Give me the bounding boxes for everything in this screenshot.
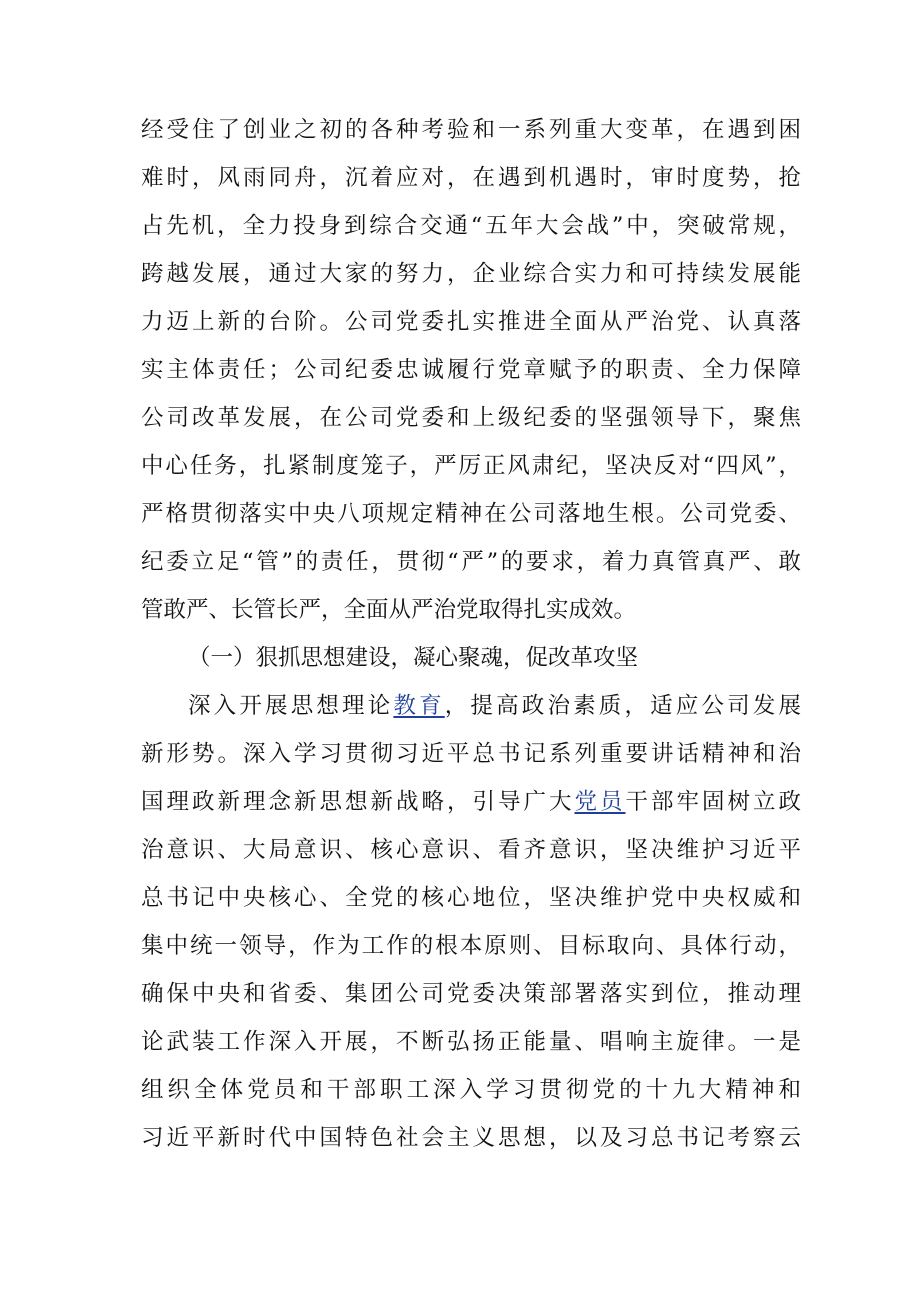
body-text-line: 习近平新时代中国特色社会主义思想，以及习总书记考察云 (141, 1125, 801, 1151)
body-text-line: 经受住了创业之初的各种考验和一系列重大变革，在遇到困 (141, 117, 801, 143)
body-text-line: 管敢严、长管长严，全面从严治党取得扎实成效。 (141, 597, 637, 623)
link-party-member[interactable]: 党员 (574, 789, 626, 815)
body-text-line: 集中统一领导，作为工作的根本原则、目标取向、具体行动， (141, 933, 801, 959)
body-text-line: 组织全体党员和干部职工深入学习贯彻党的十九大精神和 (141, 1077, 801, 1103)
body-text-line: 论武装工作深入开展，不断弘扬正能量、唱响主旋律。一是 (141, 1029, 801, 1055)
body-text-line (141, 782, 801, 822)
body-text-line: 严格贯彻落实中央八项规定精神在公司落地生根。公司党委、 (141, 501, 801, 527)
text-span: 深入开展思想理论 (188, 693, 394, 719)
body-text-line: 实主体责任；公司纪委忠诚履行党章赋予的职责、全力保障 (141, 357, 801, 383)
body-text-line: 总书记中央核心、全党的核心地位，坚决维护党中央权威和 (141, 885, 801, 911)
body-text-line: 跨越发展，通过大家的努力，企业综合实力和可持续发展能 (141, 261, 801, 287)
body-text-line: 中心任务，扎紧制度笼子，严厉正风肃纪，坚决反对“四风”， (141, 453, 801, 479)
body-text-line: 难时，风雨同舟，沉着应对，在遇到机遇时，审时度势，抢 (141, 165, 801, 191)
link-education[interactable]: 教育 (393, 693, 445, 719)
text-span: 干部牢固树立政 (625, 789, 801, 815)
body-text-line: 占先机，全力投身到综合交通“五年大会战”中，突破常规， (141, 213, 801, 239)
body-text-line: 确保中央和省委、集团公司党委决策部署落实到位，推动理 (141, 981, 801, 1007)
text-span: 国理政新理念新思想新战略，引导广大 (141, 789, 575, 815)
section-heading: （一）狠抓思想建设，凝心聚魂，促改革攻坚 (188, 645, 639, 671)
body-text-line (188, 686, 801, 726)
text-span: ，提高政治素质，适应公司发展 (444, 693, 801, 719)
body-text-line: 纪委立足“管”的责任，贯彻“严”的要求，着力真管真严、敢 (141, 549, 801, 575)
body-text-line: 新形势。深入学习贯彻习近平总书记系列重要讲话精神和治 (141, 741, 801, 767)
body-text-line: 公司改革发展，在公司党委和上级纪委的坚强领导下，聚焦 (141, 405, 801, 431)
body-text-line: 力迈上新的台阶。公司党委扎实推进全面从严治党、认真落 (141, 309, 801, 335)
body-text-line: 治意识、大局意识、核心意识、看齐意识，坚决维护习近平 (141, 837, 801, 863)
